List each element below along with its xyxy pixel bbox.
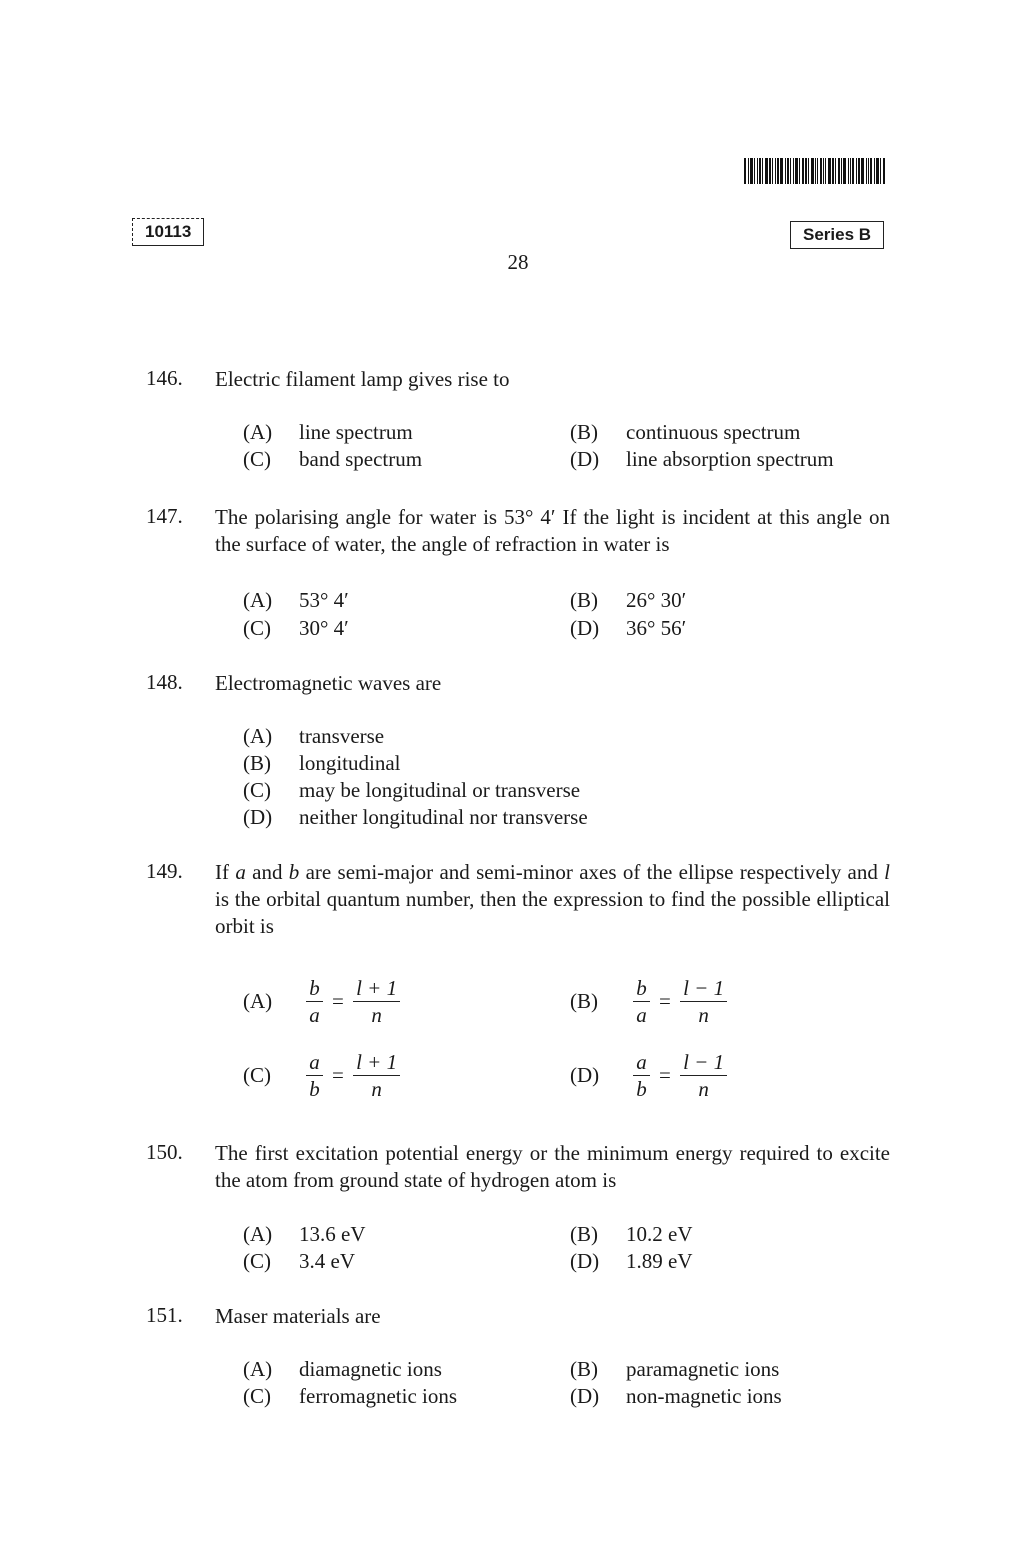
option-text: non-magnetic ions — [626, 1384, 782, 1408]
option-a[interactable] — [243, 975, 402, 1028]
barcode-bar — [811, 158, 814, 184]
question-text: The first excitation potential energy or the minimum energy required to excite the atom from ground state of hydrogen atom is — [215, 1141, 890, 1192]
numerator: b — [306, 975, 323, 1002]
option-c[interactable] — [243, 447, 422, 472]
question-number: 146. — [146, 366, 183, 390]
barcode-bar — [868, 158, 869, 184]
option-a[interactable] — [243, 420, 413, 445]
denominator: b — [309, 1077, 320, 1101]
numerator: a — [633, 1049, 650, 1076]
barcode-bar — [793, 158, 794, 184]
option-text: ferromagnetic ions — [299, 1384, 458, 1408]
option-text: transverse — [299, 724, 385, 748]
question-number: 149. — [146, 859, 183, 883]
fraction-lhs — [306, 1049, 323, 1102]
barcode-bar — [843, 158, 846, 184]
barcode-bar — [754, 158, 755, 184]
barcode — [744, 158, 904, 184]
barcode-bar — [861, 158, 864, 184]
text-part: If — [215, 860, 236, 884]
barcode-bar — [852, 158, 854, 184]
barcode-bar — [835, 158, 836, 184]
text-part: are semi-major and semi-minor axes of the ellipse respectively and — [299, 860, 885, 884]
option-label: (D) — [570, 447, 600, 471]
variable-b: b — [288, 860, 300, 884]
option-d[interactable] — [243, 805, 588, 830]
question-number: 147. — [146, 504, 183, 528]
denominator: a — [309, 1003, 320, 1027]
option-c[interactable] — [243, 778, 580, 803]
option-label: (A) — [243, 1222, 273, 1246]
barcode-bar — [744, 158, 746, 184]
denominator: n — [371, 1077, 382, 1101]
option-text: 3.4 eV — [299, 1249, 355, 1273]
denominator: b — [636, 1077, 647, 1101]
barcode-bar — [848, 158, 849, 184]
option-label: (A) — [243, 588, 273, 612]
option-a[interactable] — [243, 1357, 442, 1382]
option-text: 10.2 eV — [626, 1222, 693, 1246]
option-text: may be longitudinal or transverse — [299, 778, 581, 802]
option-text: longitudinal — [299, 751, 401, 775]
option-text: 13.6 eV — [299, 1222, 366, 1246]
option-b[interactable] — [570, 588, 686, 613]
option-label: (C) — [243, 447, 271, 471]
denominator: a — [636, 1003, 647, 1027]
option-label: (A) — [243, 1357, 273, 1381]
option-c[interactable] — [243, 1249, 355, 1274]
option-label: (A) — [243, 724, 273, 748]
barcode-bar — [780, 158, 783, 184]
barcode-bar — [832, 158, 834, 184]
option-label: (B) — [570, 1357, 598, 1381]
text-part: and — [245, 860, 289, 884]
option-b[interactable] — [570, 1357, 779, 1382]
barcode-bar — [785, 158, 786, 184]
page-number: 28 — [507, 250, 529, 274]
option-text: 36° 56′ — [626, 616, 687, 640]
option-b[interactable] — [243, 751, 401, 776]
option-b[interactable] — [570, 420, 800, 445]
option-text: paramagnetic ions — [626, 1357, 780, 1381]
barcode-bar — [825, 158, 826, 184]
option-label: (B) — [570, 989, 598, 1013]
barcode-bar — [883, 158, 885, 184]
barcode-bar — [790, 158, 791, 184]
option-a[interactable] — [243, 724, 384, 749]
fraction-rhs — [680, 975, 727, 1028]
variable-l: l — [884, 860, 890, 884]
option-text: diamagnetic ions — [299, 1357, 442, 1381]
barcode-bar — [817, 158, 818, 184]
equals-sign: = — [659, 1063, 671, 1087]
option-c[interactable] — [243, 1384, 457, 1409]
option-d[interactable] — [570, 1249, 693, 1274]
equals-sign: = — [659, 989, 671, 1013]
option-label: (D) — [570, 616, 600, 640]
barcode-bar — [838, 158, 840, 184]
option-a[interactable] — [243, 588, 349, 613]
question-text: Electric filament lamp gives rise to — [215, 367, 510, 391]
fraction-lhs — [633, 1049, 650, 1102]
denominator: n — [371, 1003, 382, 1027]
option-text: continuous spectrum — [626, 420, 801, 444]
barcode-bar — [828, 158, 831, 184]
option-d[interactable] — [570, 1049, 729, 1102]
option-c[interactable] — [243, 1049, 402, 1102]
barcode-bar — [858, 158, 860, 184]
barcode-bar — [820, 158, 822, 184]
equals-sign: = — [332, 989, 344, 1013]
numerator: a — [306, 1049, 323, 1076]
option-text: 1.89 eV — [626, 1249, 693, 1273]
question-number: 148. — [146, 670, 183, 694]
barcode-bar — [777, 158, 779, 184]
option-label: (B) — [570, 1222, 598, 1246]
option-text: 26° 30′ — [626, 588, 687, 612]
option-b[interactable] — [570, 1222, 693, 1247]
barcode-bar — [850, 158, 851, 184]
barcode-bar — [823, 158, 824, 184]
option-label: (B) — [243, 751, 271, 775]
option-label: (A) — [243, 989, 273, 1013]
fraction-lhs — [633, 975, 650, 1028]
barcode-bar — [808, 158, 809, 184]
barcode-bar — [787, 158, 789, 184]
option-c[interactable] — [243, 616, 349, 641]
barcode-bar — [815, 158, 816, 184]
option-text: 53° 4′ — [299, 588, 349, 612]
option-label: (B) — [570, 588, 598, 612]
question-number: 150. — [146, 1140, 183, 1164]
series-box: Series B — [790, 221, 884, 249]
paper-code-box: 10113 — [132, 218, 204, 246]
option-a[interactable] — [243, 1222, 366, 1247]
option-label: (D) — [570, 1249, 600, 1273]
option-text: band spectrum — [299, 447, 423, 471]
barcode-bar — [757, 158, 758, 184]
barcode-bar — [856, 158, 857, 184]
option-b[interactable] — [570, 975, 729, 1028]
barcode-bar — [876, 158, 879, 184]
option-d[interactable] — [570, 1384, 782, 1409]
fraction-lhs — [306, 975, 323, 1028]
option-label: (D) — [570, 1384, 600, 1408]
question-text: Maser materials are — [215, 1304, 381, 1328]
barcode-bar — [874, 158, 875, 184]
option-text: neither longitudinal nor transverse — [299, 805, 588, 829]
option-label: (C) — [243, 1384, 271, 1408]
barcode-bar — [880, 158, 881, 184]
barcode-bar — [802, 158, 804, 184]
barcode-bar — [772, 158, 773, 184]
barcode-bar — [841, 158, 842, 184]
question-text: The polarising angle for water is 53° 4′ If the light is incident at this angle on the surface of water, the angle of refraction in water is — [215, 505, 890, 556]
barcode-bar — [795, 158, 798, 184]
option-label: (C) — [243, 1063, 271, 1087]
numerator: l − 1 — [680, 1049, 727, 1076]
barcode-bar — [799, 158, 800, 184]
barcode-bar — [765, 158, 768, 184]
numerator: b — [633, 975, 650, 1002]
numerator: l − 1 — [680, 975, 727, 1002]
option-label: (A) — [243, 420, 273, 444]
option-d[interactable] — [570, 447, 834, 472]
numerator: l + 1 — [353, 1049, 400, 1076]
question-text — [215, 859, 890, 940]
equals-sign: = — [332, 1063, 344, 1087]
option-text: line spectrum — [299, 420, 413, 444]
barcode-bar — [769, 158, 771, 184]
denominator: n — [698, 1003, 709, 1027]
option-label: (D) — [243, 805, 273, 829]
fraction-rhs — [680, 1049, 727, 1102]
option-d[interactable] — [570, 616, 686, 641]
option-text: line absorption spectrum — [626, 447, 834, 471]
numerator: l + 1 — [353, 975, 400, 1002]
option-label: (D) — [570, 1063, 600, 1087]
denominator: n — [698, 1077, 709, 1101]
variable-a: a — [235, 860, 246, 884]
barcode-bar — [870, 158, 872, 184]
question-number: 151. — [146, 1303, 183, 1327]
option-label: (C) — [243, 616, 271, 640]
barcode-bar — [750, 158, 753, 184]
option-text: 30° 4′ — [299, 616, 349, 640]
barcode-bar — [866, 158, 867, 184]
text-part: is the orbital quantum number, then the expression to find the possible elliptical orbit is — [215, 887, 890, 938]
option-label: (C) — [243, 778, 271, 802]
barcode-bar — [748, 158, 749, 184]
barcode-bar — [759, 158, 761, 184]
option-label: (B) — [570, 420, 598, 444]
option-label: (C) — [243, 1249, 271, 1273]
barcode-bar — [762, 158, 763, 184]
fraction-rhs — [353, 975, 400, 1028]
barcode-bar — [775, 158, 776, 184]
fraction-rhs — [353, 1049, 400, 1102]
barcode-bar — [805, 158, 807, 184]
question-text: Electromagnetic waves are — [215, 671, 442, 695]
